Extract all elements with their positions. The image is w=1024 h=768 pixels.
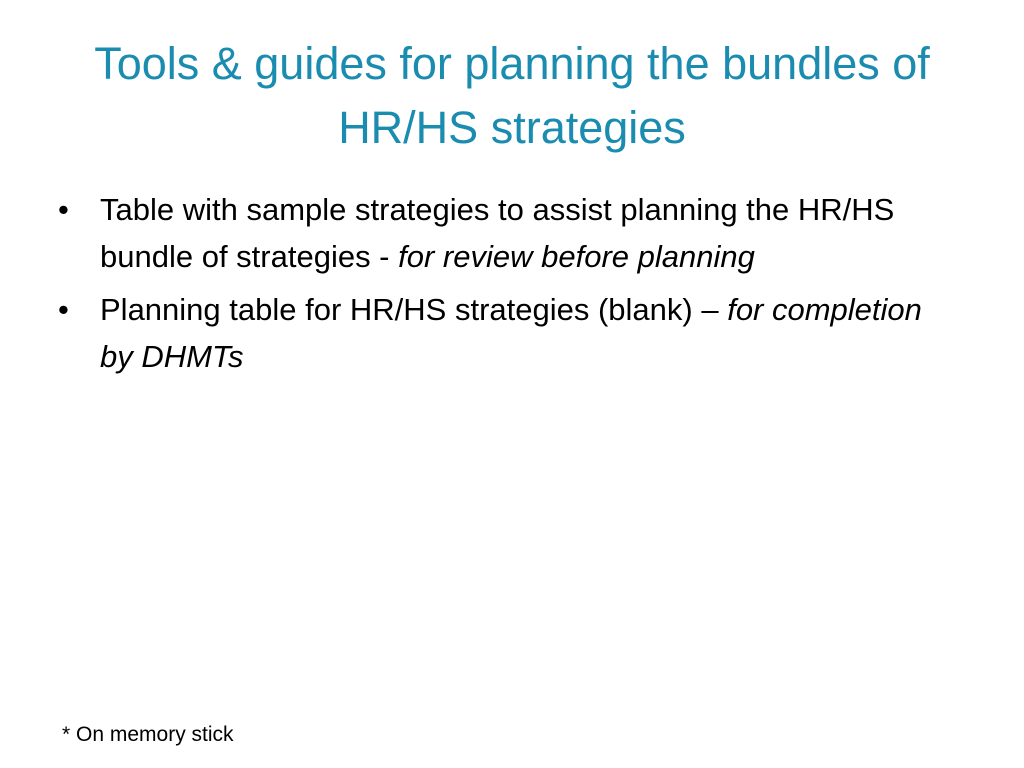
bullet-item — [58, 286, 958, 380]
bullet-icon: • — [58, 192, 69, 227]
bullet-text: Planning table for HR/HS strategies (blank) – — [100, 292, 728, 327]
bullet-emphasis: for review before planning — [398, 239, 755, 274]
bullet-text: Table with sample strategies to assist planning the HR/HS bundle of strategies - — [100, 192, 895, 274]
bullet-icon: • — [58, 292, 69, 327]
bullet-item — [58, 186, 958, 280]
bullet-list — [58, 186, 958, 386]
bullet-emphasis: for completion by DHMTs — [100, 292, 922, 374]
slide-title: Tools & guides for planning the bundles of HR/HS strategies — [94, 38, 930, 153]
footnote: * On memory stick — [62, 723, 234, 746]
